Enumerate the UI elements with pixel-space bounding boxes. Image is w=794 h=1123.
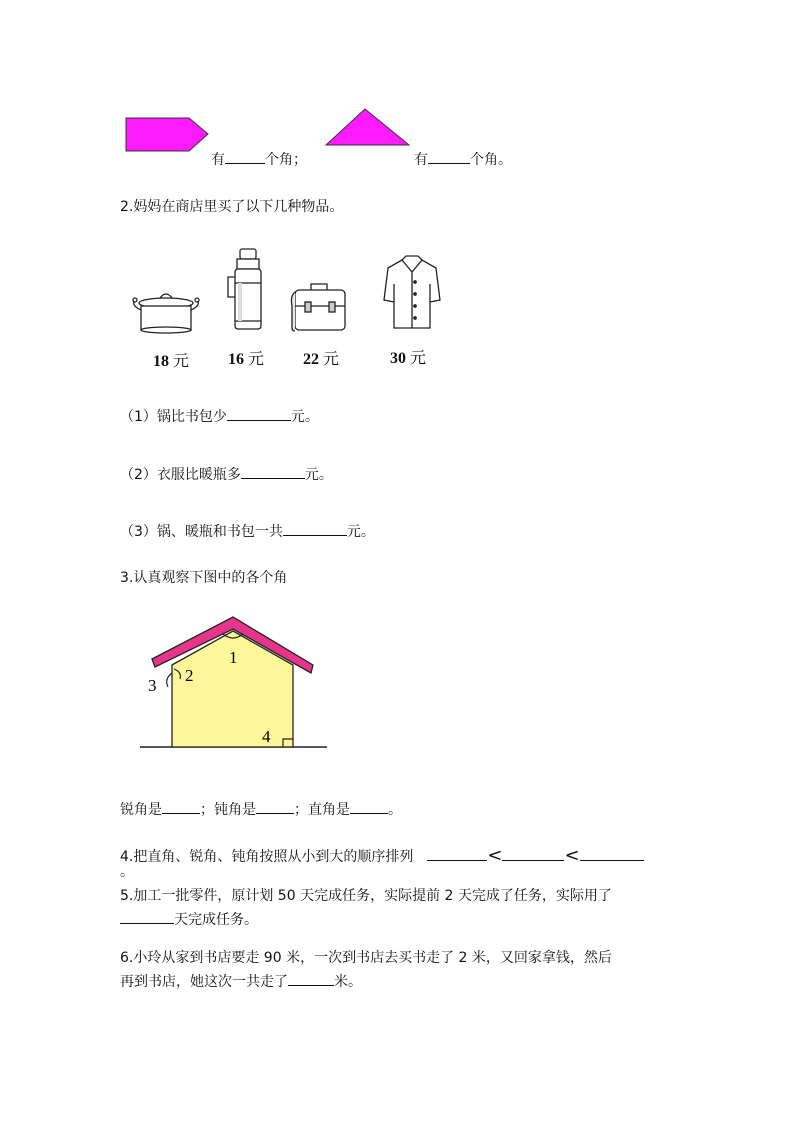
q3-blank-right[interactable] xyxy=(350,798,388,814)
q6-blank[interactable] xyxy=(288,970,334,986)
q6-line2: 再到书店，她这次一共走了 米。 xyxy=(120,970,362,992)
q1-blank-2[interactable] xyxy=(428,148,470,164)
angle-label-4: 4 xyxy=(262,727,271,746)
q1-text-b: 有 个角。 xyxy=(414,148,512,170)
q4-blank-1[interactable] xyxy=(427,845,487,861)
schoolbag-icon xyxy=(289,280,351,334)
q5-line2: 天完成任务。 xyxy=(120,908,258,930)
price-thermos: 16 元 xyxy=(228,351,265,368)
q2-title: 2.妈妈在商店里买了以下几种物品。 xyxy=(120,199,344,215)
pot-icon xyxy=(130,290,202,336)
q3-answer: 锐角是 ；钝角是 ；直角是 。 xyxy=(120,798,402,820)
angle-label-3: 3 xyxy=(148,676,157,695)
triangle-shape xyxy=(325,108,411,148)
q2-sub2: （2）衣服比暖瓶多 元。 xyxy=(120,463,333,485)
q4-end: 。 xyxy=(120,864,134,880)
q1-text-a: 有 个角； xyxy=(211,148,307,170)
angle-3-arc xyxy=(167,673,172,687)
angle-label-1: 1 xyxy=(229,648,238,667)
angle-label-2: 2 xyxy=(185,666,194,685)
q4-blank-2[interactable] xyxy=(502,845,564,861)
price-shirt: 30 元 xyxy=(390,350,427,367)
q2-sub1: （1）锅比书包少 元。 xyxy=(120,405,319,427)
q2-blank-2[interactable] xyxy=(241,463,305,479)
q6-line1: 6.小玲从家到书店要走 90 米，一次到书店去买书走了 2 米，又回家拿钱，然后 xyxy=(120,950,612,966)
q5-blank[interactable] xyxy=(120,908,174,924)
house-figure xyxy=(140,615,330,750)
q2-sub3: （3）锅、暖瓶和书包一共 元。 xyxy=(120,520,375,542)
q5-line1: 5.加工一批零件，原计划 50 天完成任务，实际提前 2 天完成了任务，实际用了 xyxy=(120,888,612,904)
q3-title: 3.认真观察下图中的各个角 xyxy=(120,570,288,586)
q4-blank-3[interactable] xyxy=(580,845,644,861)
shirt-icon xyxy=(382,254,442,330)
q2-blank-3[interactable] xyxy=(283,520,347,536)
q4-line: 4.把直角、锐角、钝角按照从小到大的顺序排列 < < xyxy=(120,845,644,867)
price-schoolbag: 22 元 xyxy=(303,351,340,368)
price-pot: 18 元 xyxy=(153,353,190,370)
pentagon-shape xyxy=(125,117,211,153)
q3-blank-acute[interactable] xyxy=(162,798,200,814)
thermos-icon xyxy=(224,247,272,335)
q3-blank-obtuse[interactable] xyxy=(256,798,294,814)
q1-blank-1[interactable] xyxy=(225,148,265,164)
q2-blank-1[interactable] xyxy=(227,405,291,421)
